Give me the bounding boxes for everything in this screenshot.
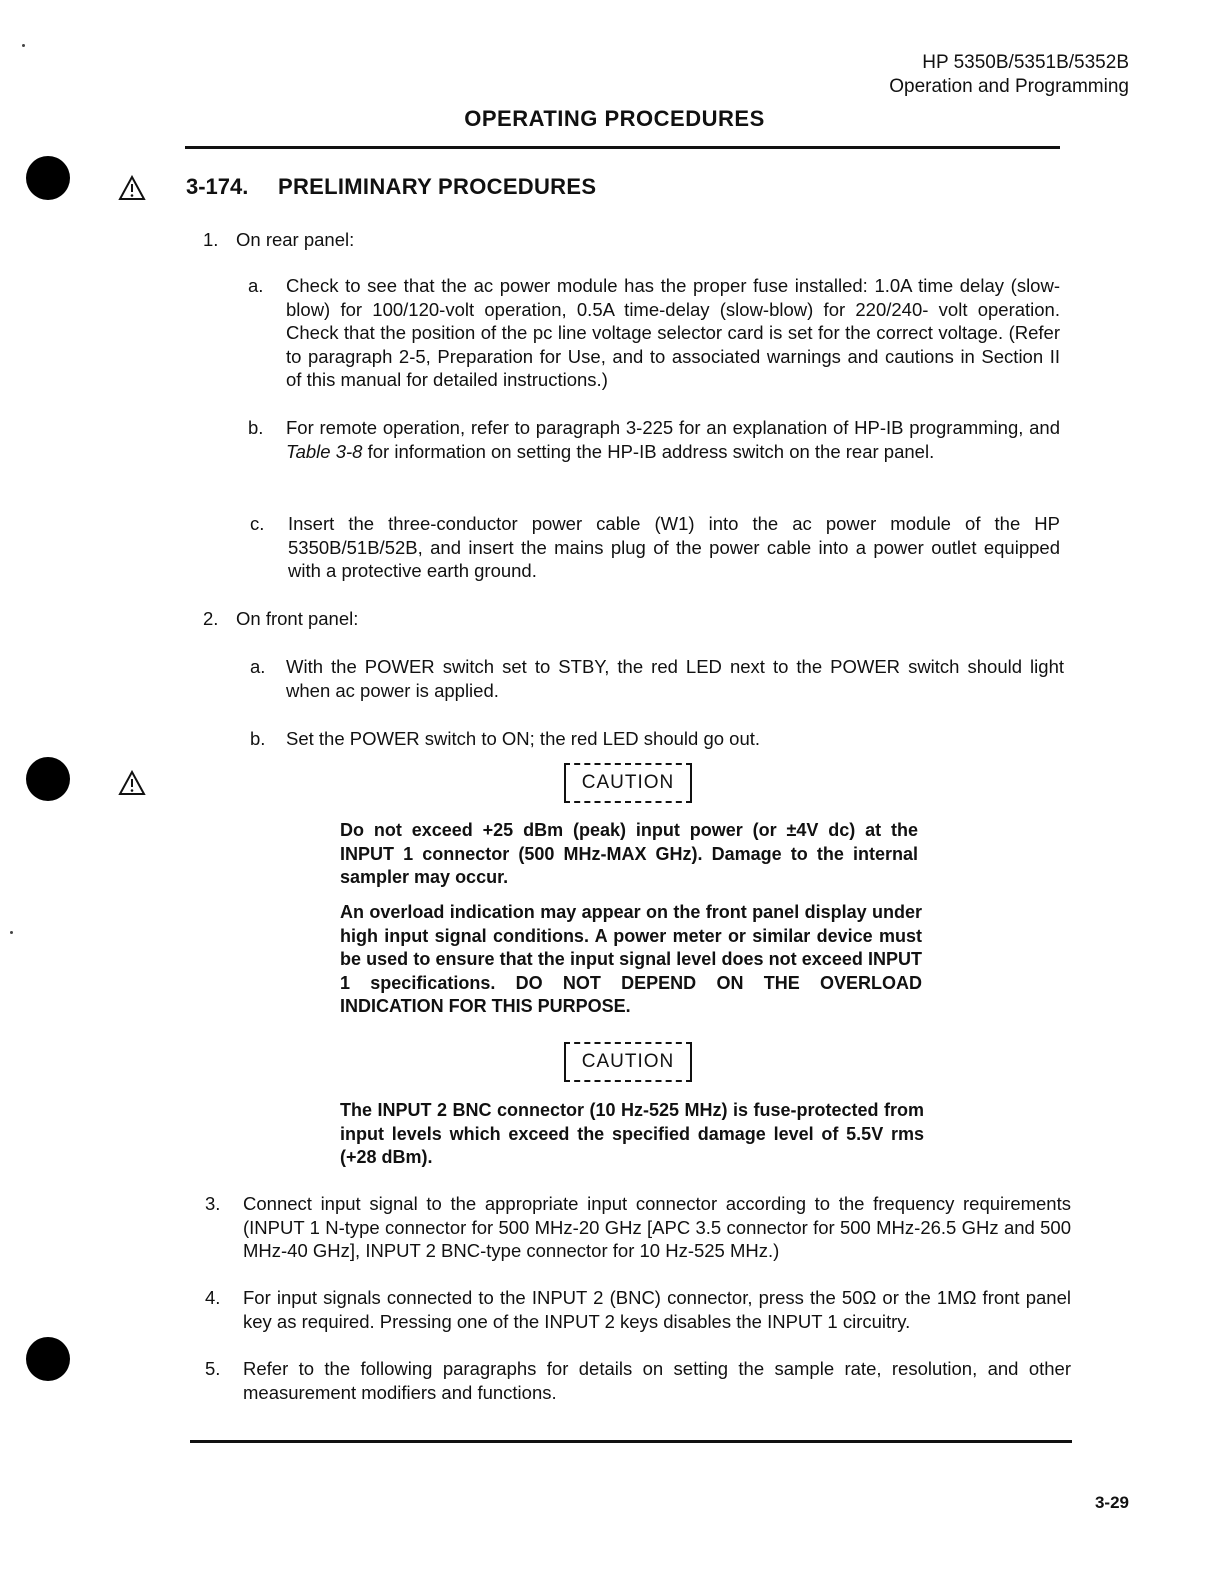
step-text: For input signals connected to the INPUT 2 (BNC) connector, press the 50Ω or the 1MΩ front panel key as required. Pressing one of the INPUT 2 keys disables the INPUT 1 circuitry. bbox=[243, 1287, 1071, 1332]
step-text: Refer to the following paragraphs for details on setting the sample rate, resolution, and other measurement modifiers and functions. bbox=[243, 1358, 1071, 1403]
header-model: HP 5350B/5351B/5352B bbox=[922, 52, 1129, 73]
step-number: 4. bbox=[205, 1287, 221, 1308]
substep-label: b. bbox=[248, 417, 264, 438]
caution-label: CAUTION bbox=[564, 763, 692, 803]
substep-text: Set the POWER switch to ON; the red LED should go out. bbox=[286, 728, 761, 749]
step-text: Connect input signal to the appropriate input connector according to the frequency requirements (INPUT 1 N-type connector for 500 MHz-20 GHz [APC 3.5 connector for 500 MHz-26.5 GHz and 500 MHz-40 GHz], INPUT 2 BNC-type connector for 10 Hz-525 MHz.) bbox=[243, 1193, 1071, 1261]
step-text: On rear panel: bbox=[236, 229, 355, 250]
substep-text: Check to see that the ac power module has the proper fuse installed: 1.0A time delay (slow-blow) for 100/120-volt operation, 0.5A time-delay (slow-blow) for 220/240- volt operation. Check that the position of the pc line voltage selector card is set for the correct voltage. (Refer to paragraph 2-5, Preparation for Use, and to associated warnings and cautions in Section II of this manual for detailed instructions.) bbox=[286, 275, 1060, 390]
substep-label: a. bbox=[248, 275, 264, 296]
substep-text: For remote operation, refer to paragraph 3-225 for an explanation of HP-IB programming, and Table 3-8 for information on setting the HP-IB address switch on the rear panel. bbox=[286, 417, 1060, 462]
caution-text: The INPUT 2 BNC connector (10 Hz-525 MHz) is fuse-protected from input levels which exceed the specified damage level of 5.5V rms (+28 dBm). bbox=[340, 1100, 924, 1167]
substep-label: c. bbox=[250, 513, 265, 534]
warning-triangle-icon bbox=[118, 175, 146, 201]
bottom-divider bbox=[190, 1440, 1072, 1443]
warning-triangle-icon bbox=[118, 770, 146, 796]
section-title: PRELIMINARY PROCEDURES bbox=[278, 174, 597, 199]
scan-mark bbox=[22, 44, 25, 47]
step-number: 5. bbox=[205, 1358, 221, 1379]
substep-text: With the POWER switch set to STBY, the red LED next to the POWER switch should light when ac power is applied. bbox=[286, 656, 1064, 701]
scan-mark bbox=[10, 931, 13, 934]
header-subtitle: Operation and Programming bbox=[889, 76, 1129, 97]
step-number: 1. bbox=[203, 229, 219, 250]
caution-label: CAUTION bbox=[564, 1042, 692, 1082]
substep-label: b. bbox=[250, 728, 266, 749]
section-number: 3-174. bbox=[186, 174, 249, 199]
substep-text: Insert the three-conductor power cable (W1) into the ac power module of the HP 5350B/51B/52B, and insert the mains plug of the power cable into a power outlet equipped with a protective earth ground. bbox=[288, 513, 1060, 581]
caution-text: An overload indication may appear on the front panel display under high input signal conditions. A power meter or similar device must be used to ensure that the input signal level does not exceed INPUT 1 specifications. DO NOT DEPEND ON THE OVERLOAD INDICATION FOR THIS PURPOSE. bbox=[340, 902, 922, 1016]
step-text: On front panel: bbox=[236, 608, 359, 629]
punch-hole-middle bbox=[26, 757, 70, 801]
caution-text: Do not exceed +25 dBm (peak) input power (or ±4V dc) at the INPUT 1 connector (500 MHz-MAX GHz). Damage to the internal sampler may occur. bbox=[340, 820, 918, 887]
punch-hole-bottom bbox=[26, 1337, 70, 1381]
top-divider bbox=[185, 146, 1060, 149]
punch-hole-top bbox=[26, 156, 70, 200]
page-title: OPERATING PROCEDURES bbox=[464, 106, 765, 131]
table-reference: Table 3-8 bbox=[286, 440, 363, 462]
page-number: 3-29 bbox=[1094, 1493, 1129, 1512]
step-number: 3. bbox=[205, 1193, 221, 1214]
substep-label: a. bbox=[250, 656, 266, 677]
step-number: 2. bbox=[203, 608, 219, 629]
